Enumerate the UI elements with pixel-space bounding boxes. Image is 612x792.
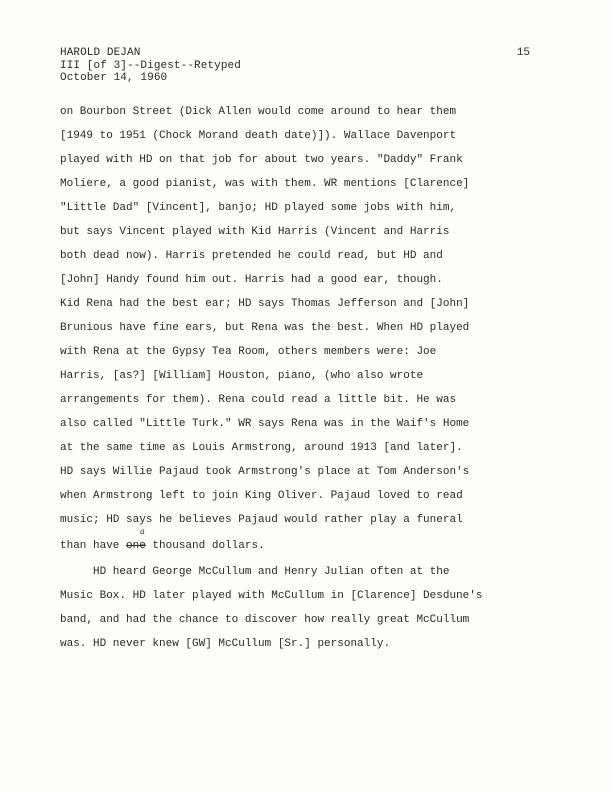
header-section: III [of 3]--Digest--Retyped [60, 59, 241, 72]
text-line: at the same time as Louis Armstrong, around 1913 [and later]. [60, 442, 463, 454]
text-line: when Armstrong left to join King Oliver. Pajaud loved to read [60, 490, 463, 502]
text-line: both dead now). Harris pretended he could read, but HD and [60, 250, 443, 262]
text-line: music; HD says he believes Pajaud would rather play a funeral [60, 514, 463, 526]
text-line: Harris, [as?] [William] Houston, piano, (who also wrote [60, 370, 424, 382]
text-line: [1949 to 1951 (Chock Morand death date)]). Wallace Davenport [60, 130, 457, 142]
text-line: HD says Willie Pajaud took Armstrong's place at Tom Anderson's [60, 466, 470, 478]
text-line: Kid Rena had the best ear; HD says Thomas Jefferson and [John] [60, 298, 470, 310]
text-segment: thousand dollars. [145, 540, 265, 552]
text-line: Brunious have fine ears, but Rena was the best. When HD played [60, 322, 470, 334]
text-line: also called "Little Turk." WR says Rena was in the Waif's Home [60, 418, 470, 430]
text-line: but says Vincent played with Kid Harris (Vincent and Harris [60, 226, 450, 238]
struck-word: one [126, 540, 146, 552]
text-line: Music Box. HD later played with McCullum in [Clarence] Desdune's [60, 590, 483, 602]
text-segment: than have [60, 540, 127, 552]
text-line: band, and had the chance to discover how really great McCullum [60, 614, 470, 626]
text-line: was. HD never knew [GW] McCullum [Sr.] personally. [60, 638, 391, 650]
text-line: [John] Handy found him out. Harris had a good ear, though. [60, 274, 443, 286]
handwritten-insertion: a [140, 527, 145, 536]
page-number: 15 [516, 47, 530, 59]
text-line: Moliere, a good pianist, was with them. WR mentions [Clarence] [60, 178, 470, 190]
header-name: HAROLD DEJAN [60, 47, 141, 59]
text-line: HD heard George McCullum and Henry Julian often at the [60, 566, 450, 578]
text-line: played with HD on that job for about two years. "Daddy" Frank [60, 154, 463, 166]
text-line: arrangements for them). Rena could read a little bit. He was [60, 394, 457, 406]
document-header [60, 47, 241, 85]
text-line: "Little Dad" [Vincent], banjo; HD played some jobs with him, [60, 202, 457, 214]
text-line: with Rena at the Gypsy Tea Room, others members were: Joe [60, 346, 437, 358]
text-line: on Bourbon Street (Dick Allen would come around to hear them [60, 106, 457, 118]
header-date: October 14, 1960 [60, 72, 168, 84]
text-line-with-correction [60, 539, 265, 553]
